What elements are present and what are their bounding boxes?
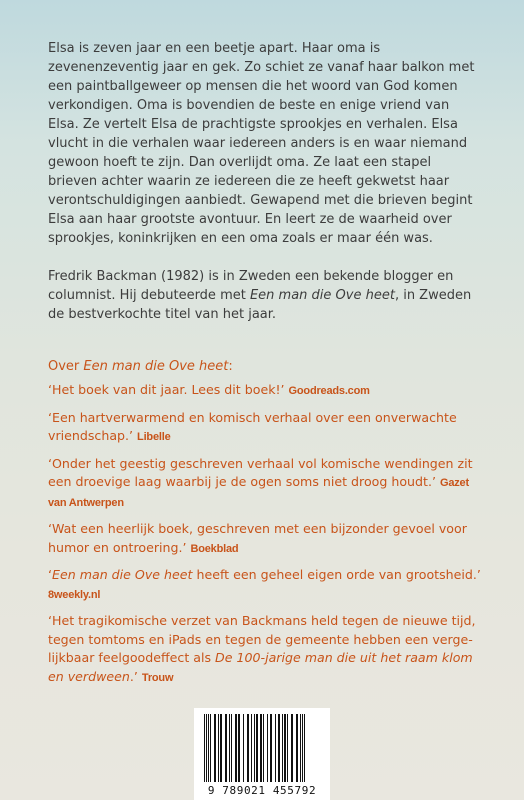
reviews-heading-suffix: : bbox=[228, 359, 233, 374]
author-bio-post: , in Zweden de bestverkochte titel van het jaar. bbox=[48, 288, 472, 322]
barcode-bar bbox=[208, 714, 209, 782]
quote-text: ‘Het boek van dit jaar. Lees dit boek!’ bbox=[48, 382, 289, 397]
quote-source: Libelle bbox=[137, 431, 171, 443]
author-bio-pre: Fredrik Backman (1982) is in Zweden een bekende blogger en columnist. Hij debuteerde met bbox=[48, 269, 454, 303]
barcode-bar bbox=[302, 714, 303, 782]
barcode-bar bbox=[243, 714, 244, 782]
barcode-bar bbox=[287, 714, 288, 782]
reviews-heading bbox=[48, 357, 484, 376]
barcode-bar bbox=[256, 714, 258, 782]
barcode-bar bbox=[204, 714, 205, 782]
quote-text: ‘Het tragikomische verzet van Backmans held tegen de nieuwe tijd, tegen tomtoms en iPads en tegen de gemeente hebben een vergelijkbaar feelgoodeffect als bbox=[48, 613, 476, 665]
quote-open-mark: ‘ bbox=[48, 567, 53, 582]
quote-book-title: De 100-jarige man die uit het raam klom en verdween bbox=[48, 650, 473, 684]
quote-text: heeft een geheel eigen orde van grootsheid.’ bbox=[192, 567, 481, 582]
barcode-bar bbox=[206, 714, 207, 782]
review-quote bbox=[48, 566, 488, 604]
quote-text: ‘Onder het geestig geschreven verhaal vol komische wendingen zit een droevige laag waarbij je de ogen soms niet droog houdt.’ bbox=[48, 455, 473, 489]
barcode-bar bbox=[235, 714, 237, 782]
barcode-bar bbox=[220, 714, 222, 782]
barcode-bar bbox=[267, 714, 268, 782]
isbn-barcode bbox=[194, 708, 330, 800]
barcode-bar bbox=[238, 714, 240, 782]
quote-source: 8weekly.nl bbox=[48, 588, 101, 601]
quote-source: Goodreads.com bbox=[288, 385, 370, 397]
barcode-bar bbox=[210, 714, 211, 782]
review-quote bbox=[48, 409, 488, 447]
quote-source: Gazet van Antwerpen bbox=[48, 477, 469, 509]
barcode-bar bbox=[229, 714, 230, 782]
quote-book-title: Een man die Ove heet bbox=[52, 567, 193, 582]
barcode-bar bbox=[251, 714, 252, 782]
reviews-heading-title: Een man die Ove heet bbox=[83, 359, 229, 374]
barcode-bar bbox=[304, 714, 305, 782]
quote-text: ‘Wat een heerlijk boek, geschreven met een bijzonder gevoel voor humor en ontroering.’ bbox=[48, 521, 467, 555]
blurb-paragraph: Elsa is zeven jaar en een beetje apart. Haar oma is zevenenzeventig jaar en gek. Zo schiet ze vanaf haar balkon met een paintballgeweer op mensen die het woord van God komen verkondigen. Oma is bovendien de beste en enige vriend van Elsa. Ze vertelt Elsa de prachtigste sprookjes en verhalen. Elsa vlucht in die verhalen waar iedereen anders is en waar niemand gewoon hoeft te zijn. Dan overlijdt oma. Ze laat een stapel brieven achter waarin ze iedereen die ze heeft gekwetst haar verontschuldigingen aanbiedt. Gewapend met die brieven begint Elsa aan haar grootste avontuur. En leert ze de waarheid over sprookjes, koninkrijken en een oma zoals er maar één was. bbox=[48, 41, 475, 246]
review-quotes bbox=[48, 381, 488, 695]
barcode-bar bbox=[231, 714, 232, 782]
author-bio bbox=[48, 267, 484, 324]
barcode-bar bbox=[282, 714, 283, 782]
quote-source: Boekblad bbox=[190, 542, 239, 555]
quote-source: Trouw bbox=[141, 671, 174, 684]
blurb bbox=[48, 39, 484, 324]
barcode-bar bbox=[214, 714, 216, 782]
review-quote bbox=[48, 455, 488, 513]
barcode-bar bbox=[270, 714, 272, 782]
reviews-heading-prefix: Over bbox=[48, 359, 84, 374]
barcode-bar bbox=[278, 714, 280, 782]
barcode-bar bbox=[284, 714, 286, 782]
barcode-bar bbox=[218, 714, 219, 782]
barcode-bar bbox=[225, 714, 227, 782]
barcode-bar bbox=[300, 714, 301, 782]
barcode-bar bbox=[263, 714, 264, 782]
review-quote bbox=[48, 520, 488, 558]
quote-text-end: .’ bbox=[129, 668, 142, 684]
barcode-bars bbox=[200, 714, 324, 782]
author-bio-book-title: Een man die Ove heet bbox=[249, 288, 395, 303]
review-quote bbox=[48, 381, 488, 401]
isbn-number: 9 789021 455792 bbox=[207, 784, 317, 797]
review-quote bbox=[48, 612, 488, 687]
barcode-bar bbox=[254, 714, 255, 782]
barcode-bar bbox=[296, 714, 298, 782]
quote-text: ‘Een hartverwarmend en komisch verhaal over een onverwachte vriendschap.’ bbox=[48, 409, 457, 443]
barcode-bar bbox=[260, 714, 262, 782]
barcode-bar bbox=[291, 714, 293, 782]
barcode-bar bbox=[247, 714, 249, 782]
barcode-bar bbox=[275, 714, 276, 782]
